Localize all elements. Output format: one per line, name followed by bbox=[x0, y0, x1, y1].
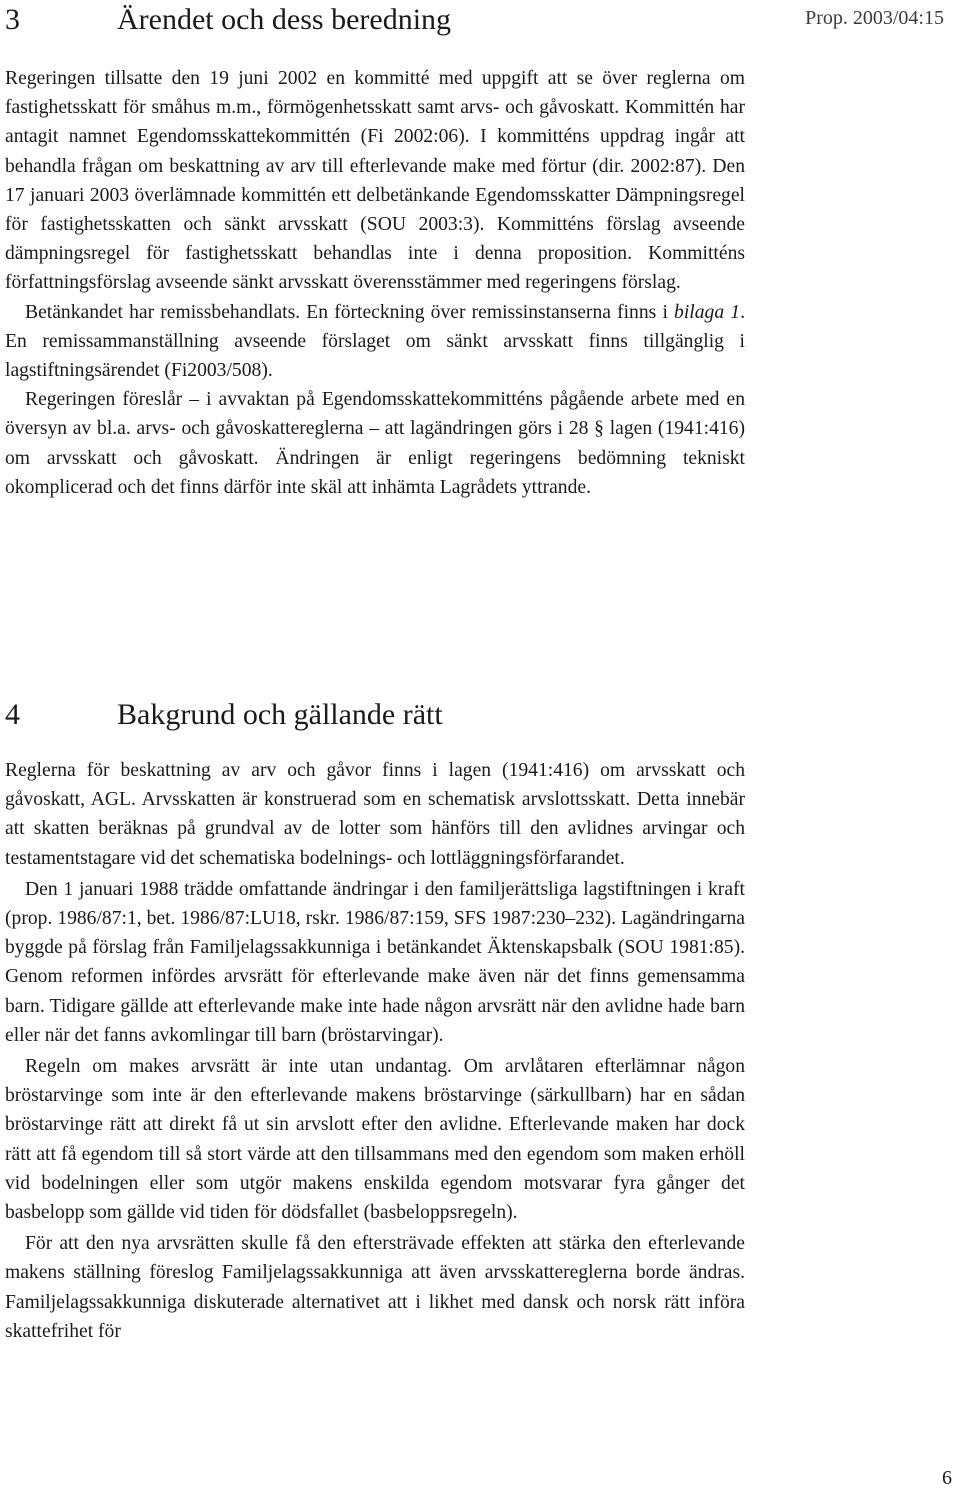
section-3-heading bbox=[5, 2, 451, 38]
section-4-paragraph-3: Regeln om makes arvsrätt är inte utan undantag. Om arvlåtaren efterlämnar någon bröstarvinge som inte är den efterlevande makens bröstarvinge (särkullbarn) har en sådan bröstarvinge rätt att direkt få ut sin arvslott efter den avlidne. Efterlevande maken har dock rätt att få egendom till så stort värde att den tillsammans med den egendom som maken erhöll vid bodelningen eller som utgör makens enskilda egendom motsvarar fyra gånger det basbelopp som gällde vid tiden för dödsfallet (basbeloppsregeln). bbox=[5, 1056, 745, 1224]
section-3-paragraph-3 bbox=[5, 385, 745, 502]
section-3-body bbox=[5, 64, 745, 502]
section-3-title: Ärendet och dess beredning bbox=[117, 3, 452, 36]
paragraph-text: Regeringen föreslår – i avvaktan på Egendomsskattekommitténs pågående arbete med en översyn av bl.a. arvs- och gåvoskattereglerna – att lagändringen görs i 28 § lagen (1941:416) om arvsskatt och gåvoskatt. Ändringen är enligt regeringens bedömning tekniskt okomplicerad och det finns därför inte skäl att inhämta Lagrådets yttrande. bbox=[5, 389, 745, 498]
paragraph-text: . En remissammanställning avseende förslaget om sänkt arvsskatt finns tillgänglig i lagstiftningsärendet (Fi2003/508). bbox=[5, 301, 745, 382]
appendix-reference: bilaga 1 bbox=[674, 301, 741, 323]
section-3-paragraph-1 bbox=[5, 64, 745, 298]
section-4-number: 4 bbox=[5, 698, 20, 731]
proposition-reference: Prop. 2003/04:15 bbox=[805, 7, 944, 29]
paragraph-text: Regeringen tillsatte den 19 juni 2002 en kommitté med uppgift att se över reglerna om fastighetsskatt för småhus m.m., förmögenhetsskatt samt arvs- och gåvoskatt. Kommittén har antagit namnet Egendomsskattekommittén (Fi 2002:06). I kommitténs uppdrag ingår att behandla frågan om beskattning av arv till efterlevande make med förtur (dir. 2002:87). Den 17 januari 2003 överlämnade kommittén ett delbetänkande Egendomsskatter Dämpningsregel för fastighetsskatten och sänkt arvsskatt (SOU 2003:3). Kommitténs förslag avseende dämpningsregel för fastighetsskatt behandlas inte i denna proposition. Kommitténs författningsförslag avseende sänkt arvsskatt överensstämmer med regeringens förslag. bbox=[5, 68, 745, 294]
section-3-number: 3 bbox=[5, 3, 20, 36]
section-4-title: Bakgrund och gällande rätt bbox=[117, 698, 443, 731]
section-4-paragraph-1: Reglerna för beskattning av arv och gåvor finns i lagen (1941:416) om arvsskatt och gåvoskatt, AGL. Arvsskatten är konstruerad som en schematisk arvslottsskatt. Detta innebär att skatten beräknas på grundval av de lotter som hänförs till den avlidnes arvingar och testamentstagare vid det schematiska bodelnings- och lottläggningsförfarandet. bbox=[5, 760, 745, 869]
page-number: 6 bbox=[942, 1467, 952, 1489]
section-4-paragraph-4: För att den nya arvsrätten skulle få den eftersträvade effekten att stärka den efterlevande makens ställning föreslog Familjelagssakkunniga att även arvsskattereglerna borde ändras. Familjelagssakkunniga diskuterade alternativet att i likhet med dansk och norsk rätt införa skattefrihet för bbox=[5, 1233, 745, 1342]
section-3-paragraph-2 bbox=[5, 298, 745, 386]
section-4-body bbox=[5, 756, 745, 1346]
section-4-paragraph-2: Den 1 januari 1988 trädde omfattande ändringar i den familjerättsliga lagstiftningen i kraft (prop. 1986/87:1, bet. 1986/87:LU18, rskr. 1986/87:159, SFS 1987:230–232). Lagändringarna byggde på förslag från Familjelagssakkunniga i betänkandet Äktenskapsbalk (SOU 1981:85). Genom reformen infördes arvsrätt för efterlevande make även när det finns gemensamma barn. Tidigare gällde att efterlevande make inte hade någon arvsrätt när den avlidne hade barn eller när det fanns avkomlingar till barn (bröstarvingar). bbox=[5, 878, 745, 1046]
paragraph-text: Betänkandet har remissbehandlats. En förteckning över remissinstanserna finns i bbox=[25, 301, 675, 323]
section-4-heading bbox=[5, 697, 443, 733]
